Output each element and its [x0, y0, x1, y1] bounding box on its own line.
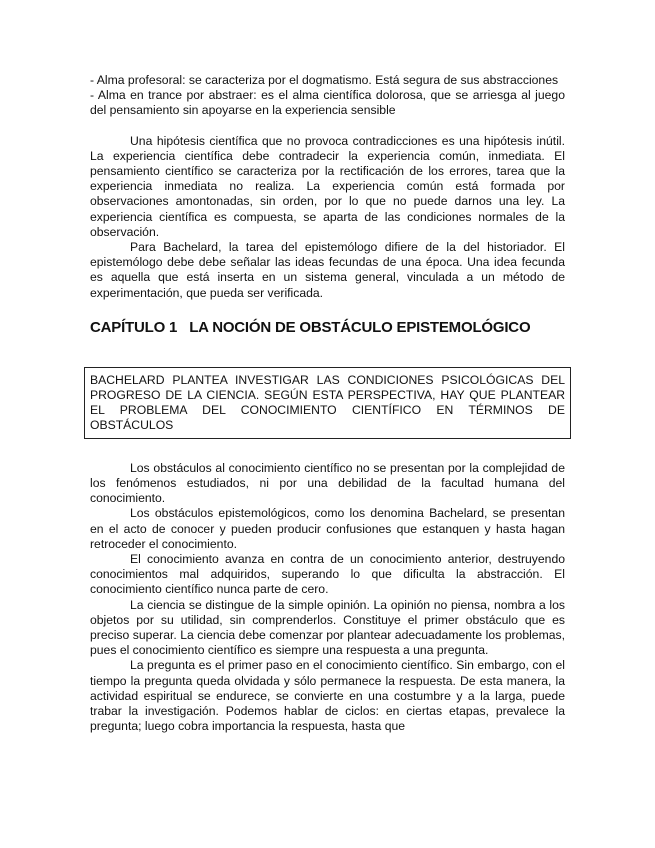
- body-paragraph: Los obstáculos epistemológicos, como los denomina Bachelard, se presentan en el acto de conocer y pueden producir confusiones que estanquen y hasta hagan retroceder el conocimiento.: [90, 506, 565, 551]
- highlight-box: BACHELARD PLANTEA INVESTIGAR LAS CONDICIONES PSICOLÓGICAS DEL PROGRESO DE LA CIENCIA. SEGÚN ESTA PERSPECTIVA, HAY QUE PLANTEAR EL PROBLEMA DEL CONOCIMIENTO CIENTÍFICO EN TÉRMINOS DE OBSTÁCULOS: [84, 367, 571, 439]
- body-paragraph: La pregunta es el primer paso en el conocimiento científico. Sin embargo, con el tiempo la pregunta queda olvidada y sólo permanece la respuesta. De esta manera, la actividad espiritual se endurece, se convierte en una costumbre y a la larga, puede trabar la investigación. Podemos hablar de ciclos: en ciertas etapas, prevalece la pregunta; luego cobra importancia la respuesta, hasta que: [90, 658, 565, 734]
- chapter-title: LA NOCIÓN DE OBSTÁCULO EPISTEMOLÓGICO: [189, 318, 531, 336]
- intro-item: - Alma en trance por abstraer: es el alma científica dolorosa, que se arriesga al juego del pensamiento sin apoyarse en la experiencia sensible: [90, 88, 565, 118]
- chapter-heading: [90, 318, 565, 338]
- body-paragraph: La ciencia se distingue de la simple opinión. La opinión no piensa, nombra a los objetos por su utilidad, sin comprenderlos. Constituye el primer obstáculo que es preciso superar. La ciencia debe comenzar por plantear adecuadamente los problemas, pues el conocimiento científico es siempre una respuesta a una pregunta.: [90, 597, 565, 658]
- body-paragraph: Para Bachelard, la tarea del epistemólogo difiere de la del historiador. El epistemólogo debe debe señalar las ideas fecundas de una época. Una idea fecunda es aquella que está inserta en un sistema general, vinculada a un método de experimentación, que pueda ser verificada.: [90, 240, 565, 300]
- paragraph-gap: [90, 119, 565, 134]
- body-paragraph: El conocimiento avanza en contra de un conocimiento anterior, destruyendo conocimientos mal adquiridos, superando lo que dificulta la abstracción. El conocimiento científico nunca parte de cero.: [90, 552, 565, 597]
- chapter-number: CAPÍTULO 1: [90, 318, 178, 336]
- intro-item: - Alma profesoral: se caracteriza por el dogmatismo. Está segura de sus abstracciones: [90, 73, 559, 87]
- page-content: [90, 73, 565, 735]
- paragraph-gap: [90, 439, 565, 461]
- body-paragraph: Los obstáculos al conocimiento científico no se presentan por la complejidad de los fenómenos estudiados, ni por una debilidad de la facultad humana del conocimiento.: [90, 460, 565, 506]
- body-paragraph: Una hipótesis científica que no provoca contradicciones es una hipótesis inútil. La experiencia científica debe contradecir la experiencia común, inmediata. El pensamiento científico se caracteriza por la rectificación de los errores, tarea que la experiencia inmediata no realiza. La experiencia común está formada por observaciones amontonadas, sin orden, por lo que no puede darnos una ley. La experiencia científica es compuesta, se aparta de las condiciones normales de la observación.: [90, 133, 565, 239]
